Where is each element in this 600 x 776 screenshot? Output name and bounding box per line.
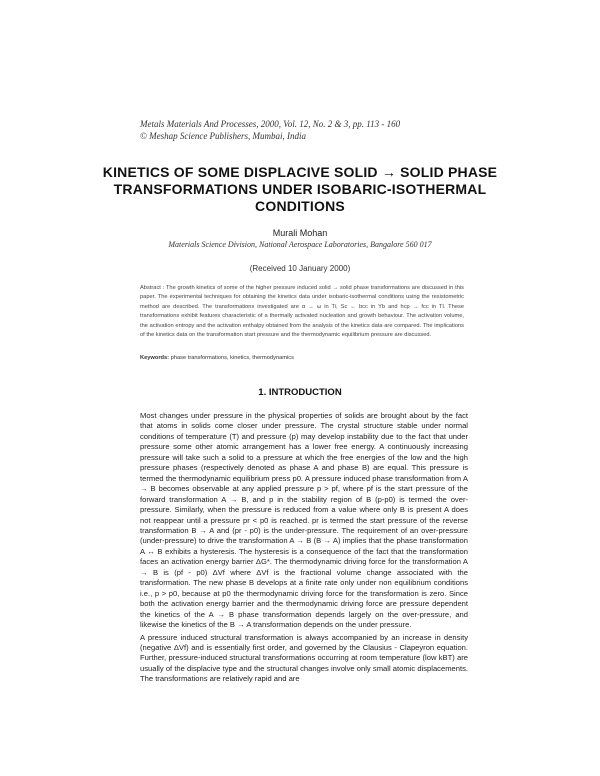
abstract: [140, 284, 464, 340]
abstract-label: Abstract :: [140, 285, 165, 291]
author-affiliation: Materials Science Division, National Aerospace Laboratories, Bangalore 560 017: [168, 240, 432, 249]
body-text: [140, 411, 468, 687]
author-name: Murali Mohan: [272, 228, 328, 238]
keywords-label: Keywords:: [140, 355, 170, 361]
keywords: [140, 354, 464, 363]
section-heading: 1. INTRODUCTION: [258, 387, 342, 398]
keywords-text: phase transformations, kinetics, thermodynamics: [170, 355, 294, 361]
journal-publisher: © Meshap Science Publishers, Mumbai, India: [140, 131, 307, 141]
title-line-1: KINETICS OF SOME DISPLACIVE SOLID → SOLID PHASE: [102, 164, 498, 180]
paper-title: [100, 164, 500, 215]
title-line-3: CONDITIONS: [255, 198, 345, 214]
abstract-text: The growth kinetics of some of the higher pressure induced solid → solid phase transformations are discussed in this paper. The experimental techniques for obtaining the kinetics data under isobaric-isothermal conditions using the resistometric method are described. The transformations investigated are α → ω in Ti, Sc ← bcc in Yb and hcp → fcc in Tl. These transformations exhibit features characteristic of a thermally activated nucleation and growth behaviour. The activation volume, the activation entropy and the activation enthalpy obtained from the analysis of the kinetics data are compared. The implications of the kinetics data on the transformation start pressure and the thermodynamic equilibrium pressure are discussed.: [140, 285, 464, 339]
journal-citation: Metals Materials And Processes, 2000, Vol. 12, No. 2 & 3, pp. 113 - 160: [140, 119, 401, 129]
title-line-2: TRANSFORMATIONS UNDER ISOBARIC-ISOTHERMAL: [113, 181, 487, 197]
paragraph-1: Most changes under pressure in the physical properties of solids are brought about by the fact that atoms in solids come closer under pressure. The crystal structure stable under normal conditions of temperature (T) and pressure (p) may develop instability due to the fact that under pressure some other atomic arrangement has a lower free energy. A continuously increasing pressure will take such a solid to a pressure at which the free energies of the low and the high pressure phases (respectively denoted as phase A and phase B) are equal. This pressure is termed the thermodynamic equilibrium press p0. A pressure induced phase transformation from A → B becomes observable at any applied pressure p > pf, where pf is the start pressure of the forward transformation A → B, and p in the stability region of B (p-p0) is termed the over-pressure. Similarly, when the pressure is reduced from a value where only B is present A does not reappear until a pressure pr < p0 is reached. pr is termed the start pressure of the reverse transformation B → A and (pr - p0) is the under-pressure. The requirement of an over-pressure (under-pressure) to drive the transformation A → B (B → A) implies that the phase transformation A ↔ B exhibits a hysteresis. The hysteresis is a consequence of the fact that the transformation faces an activation energy barrier ΔG*. The thermodynamic driving force for the transformation A → B is (pf - p0) ΔVf where ΔVf is the fractional volume change associated with the transformation. The new phase B develops at a finite rate only under non equilibrium conditions i.e., p > p0, because at p0 the thermodynamic driving force for the transformation is zero. Since both the activation energy barrier and the thermodynamic driving force are pressure dependent the kinetics of the A → B phase transformation depends largely on the over-pressure, and likewise the kinetics of the B → A transformation depends on the under pressure.: [140, 411, 468, 630]
received-date: (Received 10 January 2000): [249, 264, 351, 273]
journal-header: [140, 118, 460, 142]
paragraph-2: A pressure induced structural transformation is always accompanied by an increase in density (negative ΔVf) and is essentially first order, and governed by the Clausius - Clapeyron equation. Further, pressure-induced structural transformations occurring at room temperature (low kBT) are usually of the displacive type and the structural changes involve only small atomic displacements. The transformations are relatively rapid and are: [140, 632, 468, 684]
